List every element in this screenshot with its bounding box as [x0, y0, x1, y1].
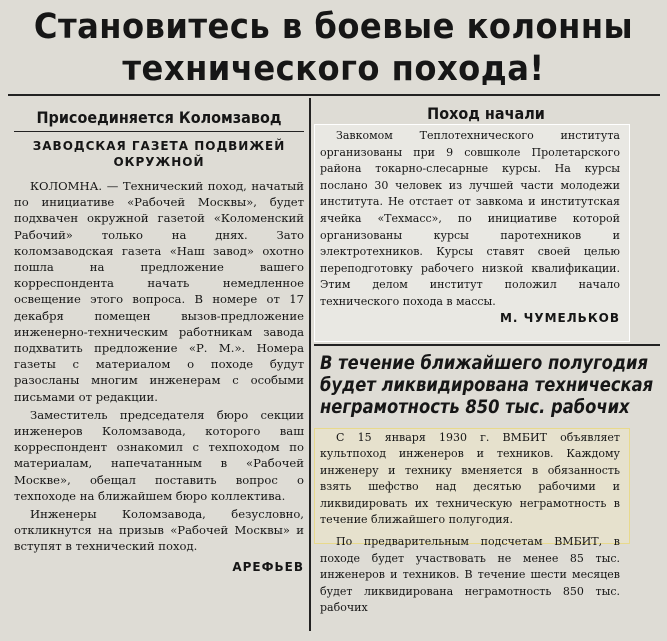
column-divider — [309, 98, 311, 631]
right-bottom-paragraph-1: С 15 января 1930 г. ВМБИТ объявляет культпоход инженеров и техников. Каждому инженеру и технику вменяется в обязанность взять шефство над десятью рабочими и ликвидировать их техническую неграмотность в течение ближайшего полугодия. — [320, 431, 620, 527]
subtitle-line-2: ОКРУЖНОЙ — [113, 155, 205, 169]
left-signature: АРЕФЬЕВ — [232, 559, 304, 574]
left-title-underline — [14, 131, 304, 132]
right-bottom-title-line-2: будет ликвидирована техническая — [320, 374, 654, 396]
right-divider — [314, 344, 660, 346]
right-top-body — [320, 128, 620, 326]
headline-divider — [8, 94, 660, 96]
right-top-title: Поход начали — [427, 104, 545, 123]
right-bottom-body — [320, 430, 620, 616]
right-bottom-title-line-3: неграмотность 850 тыс. рабочих — [320, 396, 630, 418]
left-article-body — [14, 178, 304, 575]
right-top-signature: М. ЧУМЕЛЬКОВ — [499, 310, 620, 325]
right-bottom-title — [320, 352, 654, 418]
right-top-paragraph: Завкомом Теплотехнического института организованы при 9 совшколе Пролетарского района токарно-слесарные курсы. На курсы послано 30 человек из лучшей части молодежи института. Не отстает от завкома и институтская ячейка «Техмасс», по инициативе которой организованы курсы паротехников и электротехников. Курсы ставят своей целью переподготовку рабочего низкой квалификации. Этим делом институт положил начало технического похода в массы. — [320, 129, 620, 308]
headline-line-1: Становитесь в боевые колонны — [33, 7, 634, 47]
right-bottom-paragraph-2: По предварительным подсчетам ВМБИТ, в походе будет участвовать не менее 85 тыс. инженеров и техников. В течение шести месяцев будет ликвидирована неграмотность 850 тыс. рабочих — [320, 535, 620, 615]
right-bottom-title-line-1: В течение ближайшего полугодия — [320, 352, 648, 374]
left-article-subtitle — [14, 138, 304, 170]
left-paragraph-3: Инженеры Коломзавода, безусловно, откликнутся на призыв «Рабочей Москвы» и вступят в технический поход. — [14, 507, 304, 554]
left-paragraph-1: КОЛОМНА. — Технический поход, начатый по инициативе «Рабочей Москвы», будет подхвачен окружной газетой «Коломенский Рабочий» только на днях. Зато коломзаводская газета «Наш завод» охотно пошла на предложение вашего корреспондента начать немедленное освещение этого вопроса. В номере от 17 декабря помещен вызов-предложение инженерно-техническим работникам завода подхватить предложение «Р. М.». Номера газеты с материалом о походе будут разосланы многим инженерам с особыми письмами от редакции. — [14, 179, 304, 404]
left-paragraph-2: Заместитель председателя бюро секции инженеров Коломзавода, которого ваш корреспондент ознакомил с техпоходом по материалам, напечатанным в «Рабочей Москве», обещал поставить вопрос о техпоходе на ближайшем бюро коллектива. — [14, 407, 304, 503]
subtitle-line-1: ЗАВОДСКАЯ ГАЗЕТА ПОДВИЖЕЙ — [32, 139, 286, 153]
left-article-title: Присоединяется Коломзавод — [36, 108, 282, 127]
headline-line-2: технического похода! — [122, 49, 545, 89]
main-headline — [27, 6, 641, 90]
